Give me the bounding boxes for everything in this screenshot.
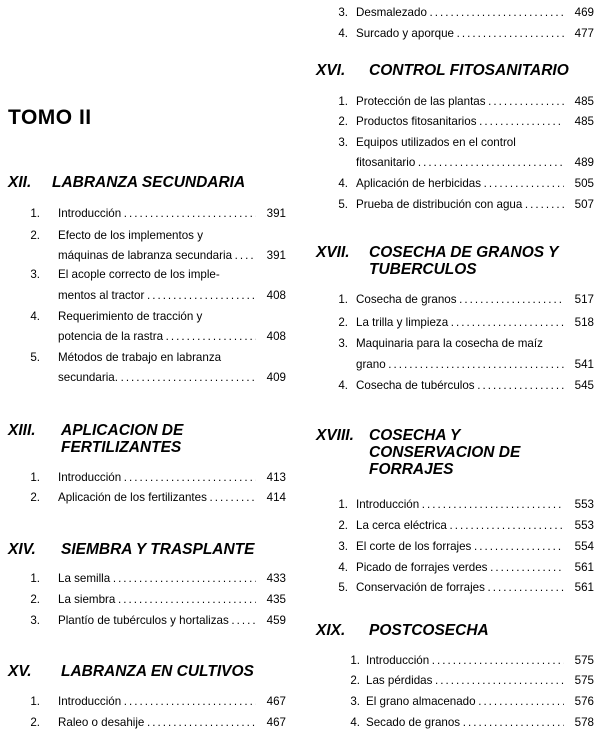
entry-number: 4. <box>30 310 40 323</box>
entry-title: La trilla y limpieza . . . <box>356 313 564 333</box>
toc-entry[interactable] <box>334 537 594 557</box>
entry-title: Introducción . . . <box>366 651 564 671</box>
entry-number: 4. <box>338 177 348 190</box>
entry-title: Picado de forrajes verdes . . . <box>356 558 564 578</box>
volume-title: TOMO II <box>8 106 92 129</box>
entry-page: 489 <box>572 153 594 173</box>
toc-entry[interactable] <box>334 92 594 112</box>
entry-title: El grano almacenado . . . <box>366 692 564 712</box>
entry-page: 435 <box>264 590 286 610</box>
entry-number: 5. <box>338 581 348 594</box>
entry-title-line: Maquinaria para la cosecha de maíz <box>356 337 543 350</box>
toc-entry-continuation[interactable] <box>26 246 286 266</box>
toc-entry[interactable] <box>334 334 594 354</box>
toc-entry[interactable] <box>334 24 594 44</box>
entry-title: Cosecha de granos . . . <box>356 290 564 310</box>
entry-page: 391 <box>264 204 286 224</box>
toc-entry[interactable] <box>26 488 286 508</box>
entry-page: 553 <box>572 516 594 536</box>
entry-number: 2. <box>30 593 40 606</box>
toc-entry[interactable] <box>26 569 286 589</box>
entry-number: 5. <box>30 351 40 364</box>
entry-title-line: mentos al tractor . . . <box>58 286 256 306</box>
entry-page: 554 <box>572 537 594 557</box>
toc-entry[interactable] <box>334 516 594 536</box>
toc-entry[interactable] <box>334 578 594 598</box>
entry-title-line: grano . . . <box>356 355 564 375</box>
toc-entry[interactable] <box>348 692 594 712</box>
entry-number: 1. <box>350 654 360 667</box>
entry-page: 575 <box>572 651 594 671</box>
toc-entry[interactable] <box>334 174 594 194</box>
section-title: COSECHA Y CONSERVACION DE FORRAJES <box>369 427 521 478</box>
entry-number: 3. <box>30 268 40 281</box>
entry-number: 1. <box>338 95 348 108</box>
entry-page: 517 <box>572 290 594 310</box>
toc-entry-continuation[interactable] <box>26 368 286 388</box>
entry-number: 3. <box>338 337 348 350</box>
entry-number: 3. <box>338 540 348 553</box>
entry-number: 2. <box>338 115 348 128</box>
toc-entry[interactable] <box>348 671 594 691</box>
entry-number: 1. <box>338 498 348 511</box>
entry-title: Cosecha de tubérculos . . . <box>356 376 564 396</box>
entry-number: 2. <box>338 316 348 329</box>
entry-title-line: Equipos utilizados en el control <box>356 136 516 149</box>
toc-entry[interactable] <box>26 611 286 631</box>
entry-title: La cerca eléctrica . . . <box>356 516 564 536</box>
entry-page: 553 <box>572 495 594 515</box>
entry-page: 414 <box>264 488 286 508</box>
toc-entry[interactable] <box>348 651 594 671</box>
entry-page: 477 <box>572 24 594 44</box>
entry-page: 467 <box>264 713 286 733</box>
entry-number: 4. <box>338 561 348 574</box>
toc-entry[interactable] <box>26 590 286 610</box>
entry-number: 4. <box>338 379 348 392</box>
section-title: COSECHA DE GRANOS Y TUBERCULOS <box>369 244 559 278</box>
toc-entry[interactable] <box>26 348 286 368</box>
section-number: XII. <box>8 174 32 191</box>
toc-entry[interactable] <box>26 265 286 285</box>
toc-entry-continuation[interactable] <box>334 355 594 375</box>
section-title: APLICACION DE FERTILIZANTES <box>61 422 184 456</box>
toc-entry[interactable] <box>334 558 594 578</box>
entry-page: 561 <box>572 558 594 578</box>
entry-title-line: fitosanitario . . . <box>356 153 564 173</box>
entry-page: 433 <box>264 569 286 589</box>
entry-number: 2. <box>30 716 40 729</box>
entry-number: 1. <box>30 207 40 220</box>
toc-entry[interactable] <box>334 376 594 396</box>
entry-page: 467 <box>264 692 286 712</box>
entry-title: Surcado y aporque . . . <box>356 24 564 44</box>
entry-number: 3. <box>350 695 360 708</box>
entry-page: 485 <box>572 112 594 132</box>
entry-title-line: secundaria. . . . <box>58 368 256 388</box>
entry-number: 2. <box>30 491 40 504</box>
toc-entry[interactable] <box>334 133 594 153</box>
entry-page: 408 <box>264 327 286 347</box>
toc-entry[interactable] <box>334 112 594 132</box>
entry-title: Secado de granos . . . <box>366 713 564 733</box>
section-title: CONTROL FITOSANITARIO <box>369 62 569 79</box>
entry-title: El corte de los forrajes . . . <box>356 537 564 557</box>
entry-title: La semilla . . . <box>58 569 256 589</box>
entry-title-line: Métodos de trabajo en labranza <box>58 351 222 364</box>
toc-entry[interactable] <box>348 713 594 733</box>
toc-entry-continuation[interactable] <box>334 153 594 173</box>
section-number: XVIII. <box>316 427 354 444</box>
toc-entry[interactable] <box>334 290 594 310</box>
entry-page: 409 <box>264 368 286 388</box>
section-number: XIX. <box>316 622 346 639</box>
section-number: XIII. <box>8 422 36 439</box>
entry-number: 2. <box>350 674 360 687</box>
section-number: XVII. <box>316 244 350 261</box>
toc-entry[interactable] <box>26 307 286 327</box>
toc-entry-continuation[interactable] <box>26 327 286 347</box>
entry-title-line: potencia de la rastra . . . <box>58 327 256 347</box>
toc-entry[interactable] <box>334 195 594 215</box>
entry-page: 561 <box>572 578 594 598</box>
entry-number: 3. <box>338 136 348 149</box>
entry-number: 3. <box>338 6 348 19</box>
entry-page: 575 <box>572 671 594 691</box>
section-number: XV. <box>8 663 32 680</box>
toc-entry-continuation[interactable] <box>26 286 286 306</box>
entry-title: Introducción . . . <box>356 495 564 515</box>
toc-entry[interactable] <box>26 692 286 712</box>
entry-page: 578 <box>572 713 594 733</box>
section-title: POSTCOSECHA <box>369 622 489 639</box>
entry-title-line: Efecto de los implementos y <box>58 229 203 242</box>
entry-title: Aplicación de herbicidas . . . <box>356 174 564 194</box>
section-number: XIV. <box>8 541 36 558</box>
section-title: SIEMBRA Y TRASPLANTE <box>61 541 255 558</box>
section-number: XVI. <box>316 62 346 79</box>
entry-page: 518 <box>572 313 594 333</box>
entry-number: 1. <box>338 293 348 306</box>
toc-entry[interactable] <box>26 713 286 733</box>
entry-title: Desmalezado . . . <box>356 3 564 23</box>
entry-title-line: El acople correcto de los imple- <box>58 268 220 281</box>
entry-number: 5. <box>338 198 348 211</box>
section-title: LABRANZA EN CULTIVOS <box>61 663 254 680</box>
entry-number: 4. <box>350 716 360 729</box>
entry-number: 1. <box>30 695 40 708</box>
entry-title: Plantío de tubérculos y hortalizas . . . <box>58 611 256 631</box>
entry-number: 1. <box>30 572 40 585</box>
toc-entry[interactable] <box>334 495 594 515</box>
entry-title-line: Requerimiento de tracción y <box>58 310 203 323</box>
entry-number: 2. <box>30 229 40 242</box>
entry-page: 505 <box>572 174 594 194</box>
toc-entry[interactable] <box>26 204 286 224</box>
entry-title: Aplicación de los fertilizantes . . . <box>58 488 256 508</box>
entry-title: Las pérdidas . . . <box>366 671 564 691</box>
section-title: LABRANZA SECUNDARIA <box>52 174 246 191</box>
toc-entry[interactable] <box>26 468 286 488</box>
entry-page: 413 <box>264 468 286 488</box>
entry-page: 576 <box>572 692 594 712</box>
entry-title: Introducción . . . <box>58 468 256 488</box>
entry-page: 391 <box>264 246 286 266</box>
entry-number: 3. <box>30 614 40 627</box>
entry-number: 2. <box>338 519 348 532</box>
entry-page: 507 <box>572 195 594 215</box>
entry-title: Introducción . . . <box>58 204 256 224</box>
entry-page: 541 <box>572 355 594 375</box>
toc-entry[interactable] <box>26 226 286 246</box>
entry-title-line: máquinas de labranza secundaria . . . <box>58 246 256 266</box>
entry-title: Conservación de forrajes . . . <box>356 578 564 598</box>
entry-page: 459 <box>264 611 286 631</box>
entry-number: 1. <box>30 471 40 484</box>
entry-title: Prueba de distribución con agua . . . <box>356 195 564 215</box>
entry-number: 4. <box>338 27 348 40</box>
entry-title: Productos fitosanitarios . . . <box>356 112 564 132</box>
entry-title: La siembra . . . <box>58 590 256 610</box>
entry-page: 469 <box>572 3 594 23</box>
toc-entry[interactable] <box>334 313 594 333</box>
entry-page: 408 <box>264 286 286 306</box>
entry-title: Introducción . . . <box>58 692 256 712</box>
entry-page: 485 <box>572 92 594 112</box>
entry-title: Raleo o desahije . . . <box>58 713 256 733</box>
entry-title: Protección de las plantas . . . <box>356 92 564 112</box>
entry-page: 545 <box>572 376 594 396</box>
toc-entry[interactable] <box>334 3 594 23</box>
